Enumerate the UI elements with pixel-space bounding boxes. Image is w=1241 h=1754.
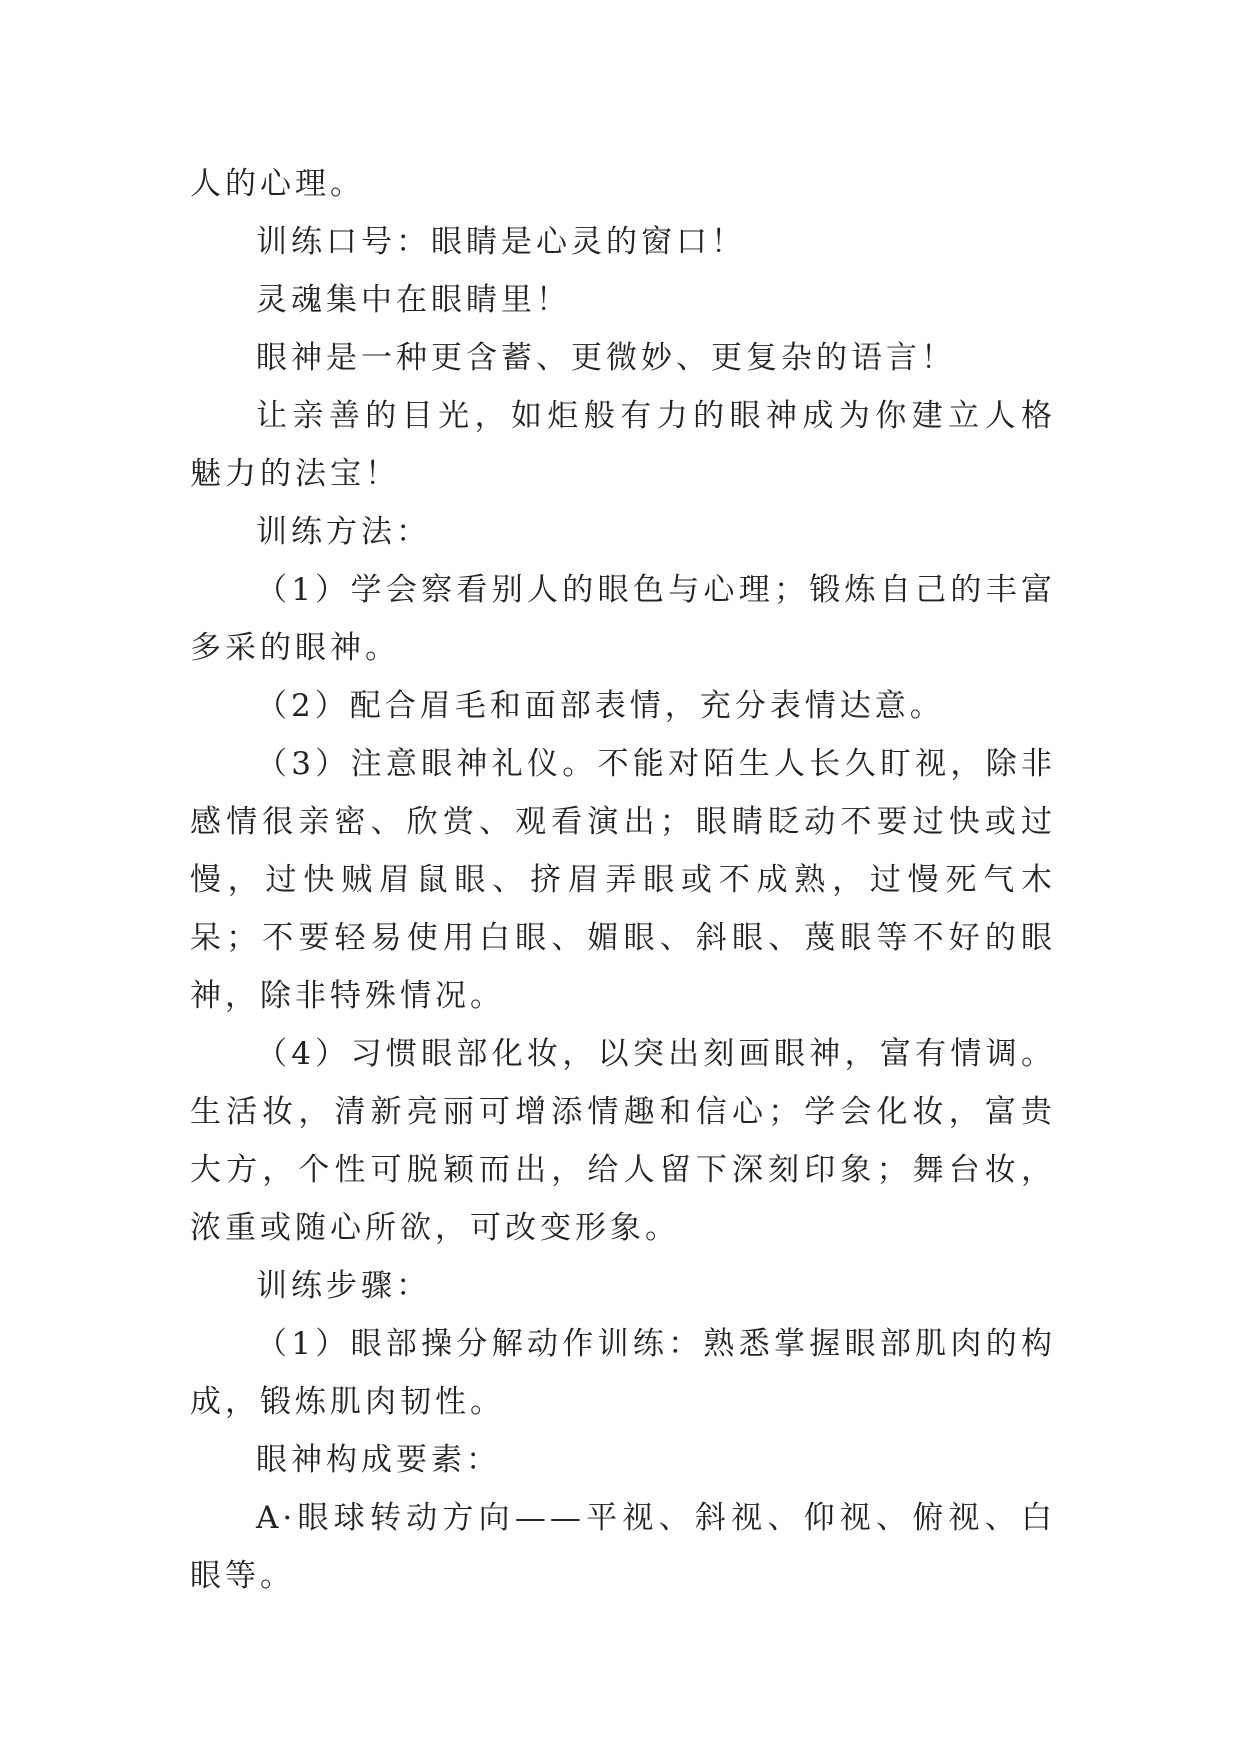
paragraph-9: （3）注意眼神礼仪。不能对陌生人长久盯视，除非感情很亲密、欣赏、观看演出；眼睛眨动不要过快或过慢，过快贼眉鼠眼、挤眉弄眼或不成熟，过慢死气木呆；不要轻易使用白眼、媚眼、斜眼、蔑眼等不好的眼神，除非特殊情况。 xyxy=(190,746,1056,1014)
paragraph-12: （1）眼部操分解动作训练：熟悉掌握眼部肌肉的构成，锻炼肌肉韧性。 xyxy=(190,1326,1056,1420)
paragraph-13: 眼神构成要素： xyxy=(256,1442,501,1478)
paragraph-6: 训练方法： xyxy=(256,514,431,550)
paragraph-14: A·眼球转动方向——平视、斜视、仰视、俯视、白眼等。 xyxy=(190,1500,1056,1594)
body-text xyxy=(190,155,1056,1605)
paragraph-4: 眼神是一种更含蓄、更微妙、更复杂的语言！ xyxy=(256,340,956,376)
paragraph-11: 训练步骤： xyxy=(256,1268,431,1304)
paragraph-3: 灵魂集中在眼睛里！ xyxy=(256,282,571,318)
paragraph-5: 让亲善的目光，如炬般有力的眼神成为你建立人格魅力的法宝！ xyxy=(190,398,1056,492)
paragraph-1: 人的心理。 xyxy=(190,166,365,202)
paragraph-10: （4）习惯眼部化妆，以突出刻画眼神，富有情调。生活妆，清新亮丽可增添情趣和信心；学会化妆，富贵大方，个性可脱颖而出，给人留下深刻印象；舞台妆，浓重或随心所欲，可改变形象。 xyxy=(190,1036,1056,1246)
paragraph-8: （2）配合眉毛和面部表情，充分表情达意。 xyxy=(256,688,945,724)
paragraph-7: （1）学会察看别人的眼色与心理；锻炼自己的丰富多采的眼神。 xyxy=(190,572,1056,666)
paragraph-2: 训练口号：眼睛是心灵的窗口！ xyxy=(256,224,746,260)
